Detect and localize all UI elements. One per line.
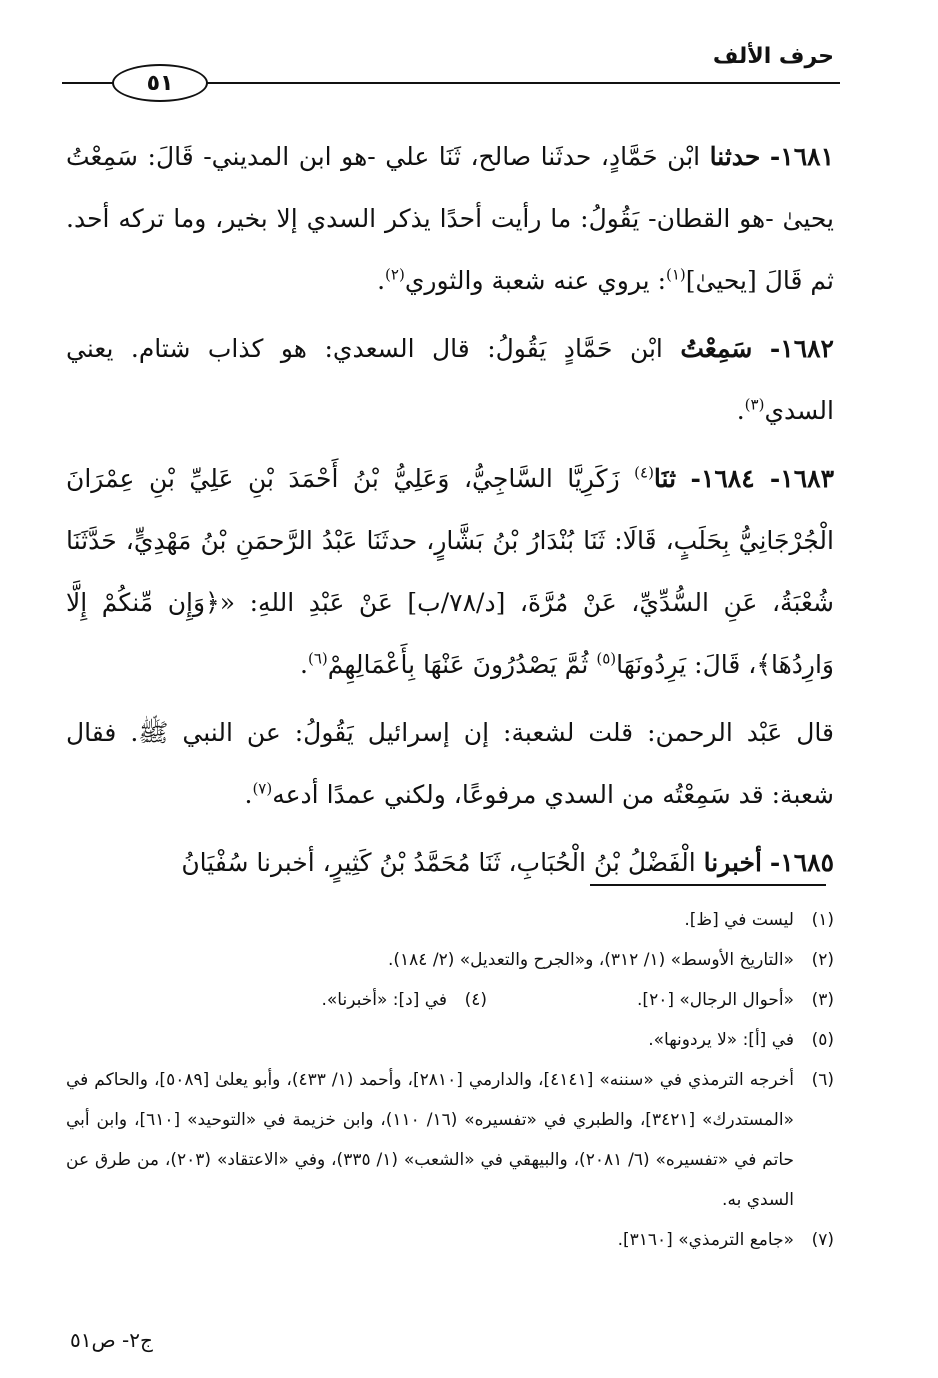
footnote-number: (٧) — [811, 1230, 834, 1250]
entry-keyword: أخبرنا — [703, 848, 762, 877]
footnote-6 — [66, 1060, 834, 1220]
entry-text: : يروي عنه شعبة والثوري — [404, 266, 666, 295]
entry-end: . — [736, 396, 745, 425]
footnote-ref: (٦) — [307, 649, 328, 668]
entry-1682 — [66, 318, 834, 442]
footnote-number: (٥) — [811, 1030, 834, 1050]
footnotes — [66, 900, 834, 1260]
footnote-text: «جامع الترمذي» [٣١٦٠]. — [617, 1230, 794, 1250]
entry-number: ١٦٨٥- — [769, 848, 834, 877]
footnote-number: (٤) — [464, 990, 488, 1010]
footnote-1 — [66, 900, 834, 940]
entry-text: زَكَرِيَّا السَّاجِيُّ، وَعَلِيُّ بْنُ أَحْمَدَ بْنِ عَلِيِّ بْنِ عِمْرَانَ الْجُرْجَانِيُّ بِحَلَبٍ، قَالَا: ثَنَا بُنْدَارُ بْنُ بَشَّارٍ، حدثَنَا عَبْدُ الرَّحمَنِ بْنُ مَهْدِيٍّ، حَدَّثَنَا شُعْبَةُ، عَنِ السُّدِّيِّ، عَنْ مُرَّةَ، [د/٧٨/ب] عَنْ عَبْدِ اللهِ: «﴿وَإِن مِّنكُمْ إِلَّا وَارِدُهَا﴾، قَالَ: يَرِدُونَهَا — [66, 464, 834, 679]
entry-keyword: سَمِعْتُ — [680, 334, 753, 363]
footnote-ref: (٥) — [596, 649, 617, 668]
footnote-5 — [66, 1020, 834, 1060]
footnote-number: (٢) — [811, 950, 834, 970]
footnote-7 — [66, 1220, 834, 1260]
entry-number: ١٦٨١- — [769, 142, 835, 171]
footnote-number: (٦) — [811, 1070, 834, 1090]
entry-end: . — [300, 650, 308, 679]
footnote-number: (١) — [811, 910, 834, 930]
main-text — [66, 126, 834, 900]
entry-text: ابْن حَمَّادٍ يَقُولُ: قال السعدي: هو كذاب شتام. يعني السدي — [66, 334, 834, 425]
commentary-paragraph — [66, 702, 834, 826]
footnote-3 — [637, 980, 834, 1020]
footnote-ref: (٣) — [744, 395, 765, 414]
footnote-2 — [66, 940, 834, 980]
footnote-text: «التاريخ الأوسط» (١/ ٣١٢)، و«الجرح والتعديل» (٢/ ١٨٤). — [388, 950, 794, 970]
footnote-number: (٣) — [811, 990, 834, 1010]
page-number-badge — [112, 64, 208, 102]
entry-1681 — [66, 126, 834, 312]
entry-end: . — [244, 780, 253, 809]
footnote-row — [66, 980, 834, 1020]
entry-end: . — [377, 266, 386, 295]
page-number: ٥١ — [146, 70, 174, 96]
footnote-text: أخرجه الترمذي في «سننه» [٤١٤١]، والدارمي [٢٨١٠]، وأحمد (١/ ٤٣٣)، وأبو يعلىٰ [٥٠٨٩]، والحاكم في «المستدرك» [٣٤٢١]، والطبري في «تفسيره» (١٦/ ١١٠)، وابن خزيمة في «التوحيد» [٦١٠]، وابن أبي حاتم في «تفسيره» (٦/ ٢٠٨١)، والبيهقي في «الشعب» (١/ ٣٣٥)، وفي «الاعتقاد» (٢٠٣)، من طرق عن السدي به. — [66, 1070, 795, 1210]
footnote-ref: (٤) — [634, 463, 654, 482]
entry-keyword: حدثنا — [709, 142, 761, 171]
footnote-ref: (٢) — [385, 265, 405, 284]
footnote-text: في [أ]: «لا يردونها». — [648, 1030, 794, 1050]
entry-text: ابْن حَمَّادٍ، حدثَنا صالح، ثَنَا علي -هو ابن المديني- قَالَ: سَمِعْتُ يحيىٰ -هو القطان- يَقُولُ: ما رأيت أحدًا يذكر السدي إلا بخير، وما تركه أحد. ثم قَالَ [يحيىٰ] — [66, 142, 834, 295]
footnote-4 — [322, 980, 488, 1020]
entry-1683-1684 — [66, 448, 834, 696]
volume-page-reference: ج٢- ص٥١ — [70, 1328, 153, 1352]
footnote-text: ليست في [ظ]. — [684, 910, 794, 930]
chapter-heading: حرف الألف — [712, 44, 834, 69]
entry-keyword: ثنَا — [653, 464, 677, 493]
entry-text: ثُمَّ يَصْدُرُونَ عَنْهَا بِأَعْمَالِهِمْ — [327, 650, 589, 679]
entry-number: ١٦٨٢- — [769, 334, 834, 363]
entry-number: ١٦٨٣- ١٦٨٤- — [690, 464, 834, 493]
footnotes-separator — [590, 884, 826, 886]
footnote-text: في [د]: «أخبرنا». — [321, 990, 448, 1010]
entry-text: قال عَبْد الرحمن: قلت لشعبة: إن إسرائيل يَقُولُ: عن النبي ﷺ. فقال شعبة: قد سَمِعْتُه من السدي مرفوعًا، ولكني عمدًا أدعه — [66, 718, 834, 809]
footnote-text: «أحوال الرجال» [٢٠]. — [637, 990, 794, 1010]
entry-text: الْفَضْلُ بْنُ الْحُبَابِ، ثَنَا مُحَمَّدُ بْنُ كَثِيرٍ، أخبرنا سُفْيَانُ — [181, 848, 696, 877]
footnote-ref: (٧) — [252, 779, 273, 798]
footnote-ref: (١) — [666, 265, 686, 284]
